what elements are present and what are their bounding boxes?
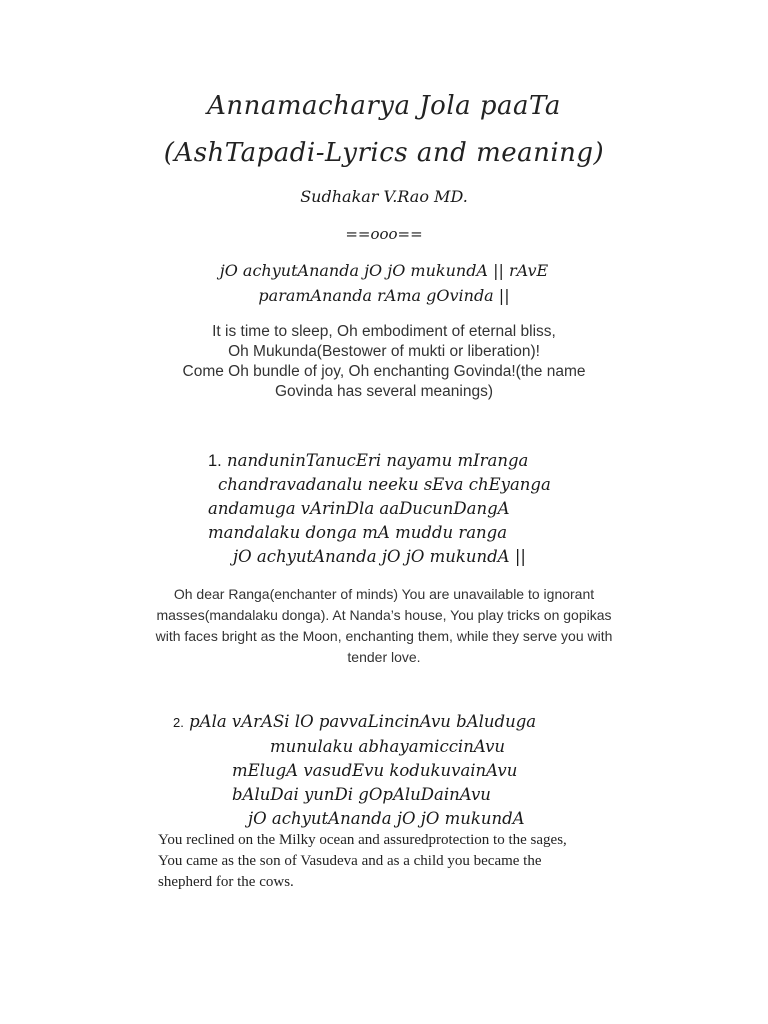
verse1-line-text: nanduninTanucEri nayamu mIranga: [227, 451, 529, 470]
verse2-meaning-line: You reclined on the Milky ocean and assuredprotection to the sages,: [158, 832, 567, 848]
verse1-line-1: [208, 451, 528, 471]
verse1-meaning-line: masses(mandalaku donga). At Nanda’s house, You play tricks on gopikas: [156, 607, 612, 623]
verse1-meaning: [0, 584, 768, 668]
refrain-meaning-line: Come Oh bundle of joy, Oh enchanting Govinda!(the name: [182, 363, 586, 380]
verse2-meaning-line: You came as the son of Vasudeva and as a child you became the: [158, 853, 542, 869]
verse1-number: 1.: [208, 452, 222, 470]
refrain-meaning-line: Oh Mukunda(Bestower of mukti or liberation)!: [228, 343, 540, 360]
refrain-line-2: paramAnanda rAma gOvinda ||: [258, 286, 510, 305]
verse1-line-3: andamuga vArinDla aaDucunDangA: [208, 499, 510, 518]
verse1-meaning-line: with faces bright as the Moon, enchanting them, while they serve you with: [155, 628, 613, 644]
refrain-line-1: jO achyutAnanda jO jO mukundA || rAvE: [219, 261, 549, 280]
section-divider: ==ooo==: [345, 225, 423, 243]
verse2-number: 2.: [173, 715, 184, 730]
verse1-meaning-line: Oh dear Ranga(enchanter of minds) You are unavailable to ignorant: [173, 586, 595, 602]
verse2-line-text: pAla vArASi lO pavvaLincinAvu bAluduga: [189, 712, 537, 731]
verse1-line-4: mandalaku donga mA muddu ranga: [208, 523, 508, 542]
refrain-meaning: [0, 322, 768, 402]
verse2-line-1: [173, 712, 536, 731]
verse2-meaning-line: shepherd for the cows.: [158, 874, 294, 890]
verse2-line-4: bAluDai yunDi gOpAluDainAvu: [232, 785, 491, 804]
verse1-meaning-line: tender love.: [347, 649, 421, 665]
author: Sudhakar V.Rao MD.: [300, 187, 468, 206]
refrain-meaning-line: Govinda has several meanings): [275, 383, 493, 400]
verse1-line-5: jO achyutAnanda jO jO mukundA ||: [233, 547, 526, 566]
verse2-meaning: [158, 830, 678, 893]
verse2-line-2: munulaku abhayamiccinAvu: [270, 737, 506, 756]
verse2-line-3: mElugA vasudEvu kodukuvainAvu: [232, 761, 518, 780]
refrain-meaning-line: It is time to sleep, Oh embodiment of eternal bliss,: [212, 323, 556, 340]
title-line-2: (AshTapadi-Lyrics and meaning): [163, 138, 605, 168]
verse1-line-2: chandravadanalu neeku sEva chEyanga: [218, 475, 551, 494]
verse2-line-5: jO achyutAnanda jO jO mukundA: [248, 809, 525, 828]
title-line-1: Annamacharya Jola paaTa: [207, 91, 561, 121]
